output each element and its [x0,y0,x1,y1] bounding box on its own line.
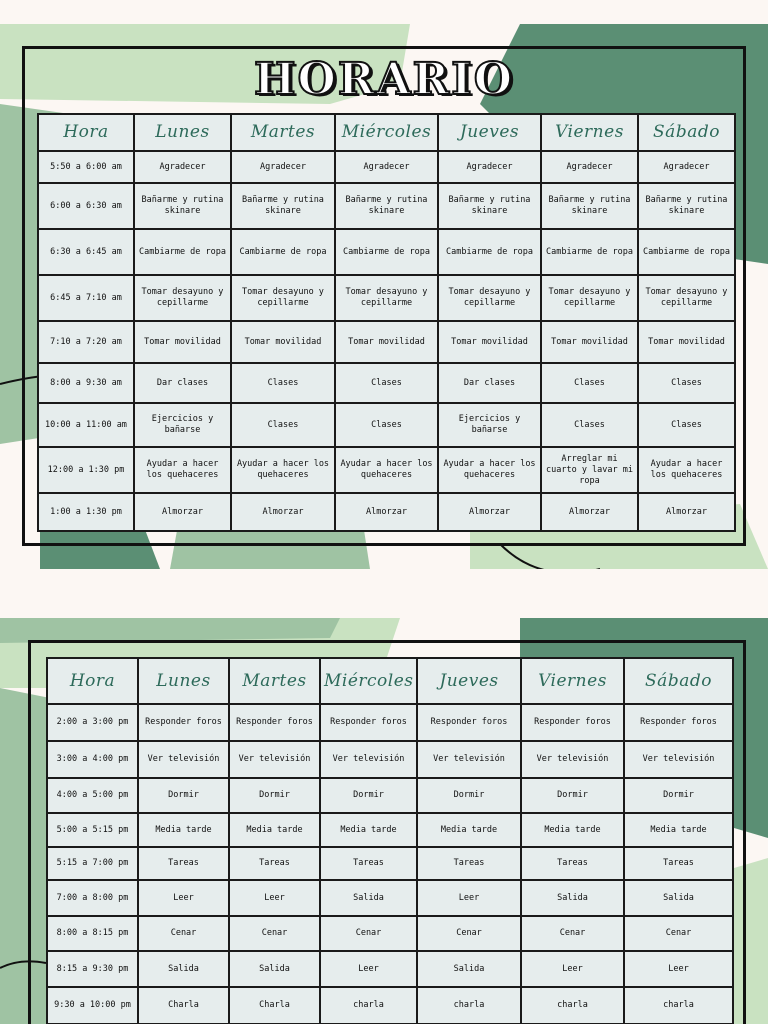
activity-cell: Tomar desayuno y cepillarme [134,275,231,321]
activity-cell: Agradecer [231,151,335,183]
activity-cell: Cambiarme de ropa [231,229,335,275]
activity-cell: Cambiarme de ropa [335,229,438,275]
activity-cell: Tomar desayuno y cepillarme [438,275,541,321]
activity-cell: Agradecer [438,151,541,183]
activity-cell: Cambiarme de ropa [541,229,638,275]
activity-cell: Ejercicios y bañarse [134,403,231,447]
schedule-table [46,657,734,1024]
activity-cell: Responder foros [417,704,521,741]
header-miercoles: Miércoles [320,658,417,704]
time-cell: 1:00 a 1:30 pm [38,493,134,531]
activity-cell: Almorzar [231,493,335,531]
time-cell: 8:15 a 9:30 pm [47,951,138,987]
activity-cell: Media tarde [229,813,320,847]
table-row [47,987,733,1024]
activity-cell: Responder foros [229,704,320,741]
activity-cell: Clases [541,363,638,403]
time-cell: 7:10 a 7:20 am [38,321,134,363]
time-cell: 10:00 a 11:00 am [38,403,134,447]
table-row [47,847,733,880]
activity-cell: Cenar [229,916,320,951]
activity-cell: Dormir [320,778,417,813]
activity-cell: Media tarde [138,813,229,847]
activity-cell: Bañarme y rutina skinare [335,183,438,229]
schedule-page-2 [0,618,768,1024]
table-row [38,363,735,403]
activity-cell: Media tarde [521,813,624,847]
activity-cell: Ver televisión [521,741,624,778]
activity-cell: Dar clases [134,363,231,403]
activity-cell: Bañarme y rutina skinare [638,183,735,229]
activity-cell: Tomar movilidad [335,321,438,363]
time-cell: 5:50 a 6:00 am [38,151,134,183]
activity-cell: Ver televisión [138,741,229,778]
activity-cell: Agradecer [335,151,438,183]
activity-cell: Tomar desayuno y cepillarme [231,275,335,321]
activity-cell: Cambiarme de ropa [134,229,231,275]
header-viernes: Viernes [541,114,638,151]
activity-cell: Clases [335,363,438,403]
header-sabado: Sábado [624,658,733,704]
activity-cell: Bañarme y rutina skinare [231,183,335,229]
activity-cell: Agradecer [134,151,231,183]
activity-cell: Tareas [320,847,417,880]
time-cell: 8:00 a 8:15 pm [47,916,138,951]
activity-cell: Cenar [624,916,733,951]
activity-cell: Dormir [138,778,229,813]
time-cell: 5:15 a 7:00 pm [47,847,138,880]
activity-cell: Tomar movilidad [541,321,638,363]
activity-cell: Cambiarme de ropa [438,229,541,275]
activity-cell: Almorzar [541,493,638,531]
activity-cell: Almorzar [335,493,438,531]
activity-cell: Ver televisión [320,741,417,778]
activity-cell: Tareas [229,847,320,880]
header-viernes: Viernes [521,658,624,704]
header-martes: Martes [229,658,320,704]
activity-cell: Leer [624,951,733,987]
header-lunes: Lunes [134,114,231,151]
schedule-table [37,113,736,532]
header-row [47,658,733,704]
activity-cell: Salida [417,951,521,987]
activity-cell: Arreglar mi cuarto y lavar mi ropa [541,447,638,493]
activity-cell: Dar clases [438,363,541,403]
header-lunes: Lunes [138,658,229,704]
activity-cell: Almorzar [638,493,735,531]
activity-cell: Ayudar a hacer los quehaceres [438,447,541,493]
activity-cell: Clases [638,403,735,447]
activity-cell: Cenar [521,916,624,951]
activity-cell: Clases [335,403,438,447]
table-row [38,275,735,321]
activity-cell: Dormir [521,778,624,813]
activity-cell: Cambiarme de ropa [638,229,735,275]
activity-cell: Agradecer [541,151,638,183]
activity-cell: Leer [417,880,521,916]
activity-cell: Ayudar a hacer los quehaceres [231,447,335,493]
activity-cell: Cenar [417,916,521,951]
activity-cell: Dormir [417,778,521,813]
activity-cell: Ejercicios y bañarse [438,403,541,447]
table-row [38,229,735,275]
table-row [47,880,733,916]
activity-cell: Ayudar a hacer los quehaceres [638,447,735,493]
activity-cell: Ver televisión [624,741,733,778]
activity-cell: Media tarde [320,813,417,847]
time-cell: 6:00 a 6:30 am [38,183,134,229]
activity-cell: Responder foros [138,704,229,741]
activity-cell: Almorzar [438,493,541,531]
activity-cell: Bañarme y rutina skinare [541,183,638,229]
time-cell: 5:00 a 5:15 pm [47,813,138,847]
activity-cell: Ayudar a hacer los quehaceres [134,447,231,493]
activity-cell: Salida [138,951,229,987]
activity-cell: Ver televisión [417,741,521,778]
time-cell: 12:00 a 1:30 pm [38,447,134,493]
activity-cell: Media tarde [417,813,521,847]
activity-cell: Almorzar [134,493,231,531]
header-hora: Hora [38,114,134,151]
activity-cell: charla [417,987,521,1024]
activity-cell: Cenar [138,916,229,951]
activity-cell: Responder foros [521,704,624,741]
header-jueves: Jueves [438,114,541,151]
activity-cell: Salida [624,880,733,916]
table-row [38,493,735,531]
activity-cell: Leer [320,951,417,987]
table-row [38,321,735,363]
activity-cell: Tomar desayuno y cepillarme [335,275,438,321]
time-cell: 6:30 a 6:45 am [38,229,134,275]
activity-cell: Salida [521,880,624,916]
time-cell: 9:30 a 10:00 pm [47,987,138,1024]
activity-cell: Charla [229,987,320,1024]
table-row [38,403,735,447]
header-miercoles: Miércoles [335,114,438,151]
table-row [47,741,733,778]
activity-cell: charla [624,987,733,1024]
activity-cell: Responder foros [320,704,417,741]
activity-cell: Leer [138,880,229,916]
activity-cell: Clases [541,403,638,447]
time-cell: 6:45 a 7:10 am [38,275,134,321]
activity-cell: Tomar movilidad [438,321,541,363]
table-row [38,183,735,229]
header-sabado: Sábado [638,114,735,151]
activity-cell: Salida [229,951,320,987]
activity-cell: Tomar movilidad [231,321,335,363]
activity-cell: Dormir [229,778,320,813]
activity-cell: Tareas [521,847,624,880]
table-row [47,951,733,987]
activity-cell: Salida [320,880,417,916]
time-cell: 4:00 a 5:00 pm [47,778,138,813]
activity-cell: Leer [229,880,320,916]
table-row [38,151,735,183]
activity-cell: Tareas [417,847,521,880]
activity-cell: Tareas [138,847,229,880]
table-row [47,704,733,741]
activity-cell: Clases [231,363,335,403]
header-hora: Hora [47,658,138,704]
header-jueves: Jueves [417,658,521,704]
activity-cell: Leer [521,951,624,987]
page-title: HORARIO [253,54,515,105]
time-cell: 3:00 a 4:00 pm [47,741,138,778]
activity-cell: Bañarme y rutina skinare [134,183,231,229]
activity-cell: Dormir [624,778,733,813]
activity-cell: Bañarme y rutina skinare [438,183,541,229]
table-row [47,813,733,847]
table-row [47,778,733,813]
activity-cell: Tomar movilidad [134,321,231,363]
time-cell: 7:00 a 8:00 pm [47,880,138,916]
table-row [47,916,733,951]
activity-cell: Ayudar a hacer los quehaceres [335,447,438,493]
activity-cell: Tomar desayuno y cepillarme [638,275,735,321]
time-cell: 8:00 a 9:30 am [38,363,134,403]
activity-cell: Charla [138,987,229,1024]
table-row [38,447,735,493]
activity-cell: Responder foros [624,704,733,741]
activity-cell: Ver televisión [229,741,320,778]
activity-cell: charla [521,987,624,1024]
activity-cell: Agradecer [638,151,735,183]
activity-cell: Tomar movilidad [638,321,735,363]
schedule-page-1 [0,24,768,569]
activity-cell: charla [320,987,417,1024]
header-martes: Martes [231,114,335,151]
activity-cell: Tareas [624,847,733,880]
activity-cell: Clases [638,363,735,403]
activity-cell: Cenar [320,916,417,951]
header-row [38,114,735,151]
activity-cell: Media tarde [624,813,733,847]
activity-cell: Clases [231,403,335,447]
activity-cell: Tomar desayuno y cepillarme [541,275,638,321]
time-cell: 2:00 a 3:00 pm [47,704,138,741]
